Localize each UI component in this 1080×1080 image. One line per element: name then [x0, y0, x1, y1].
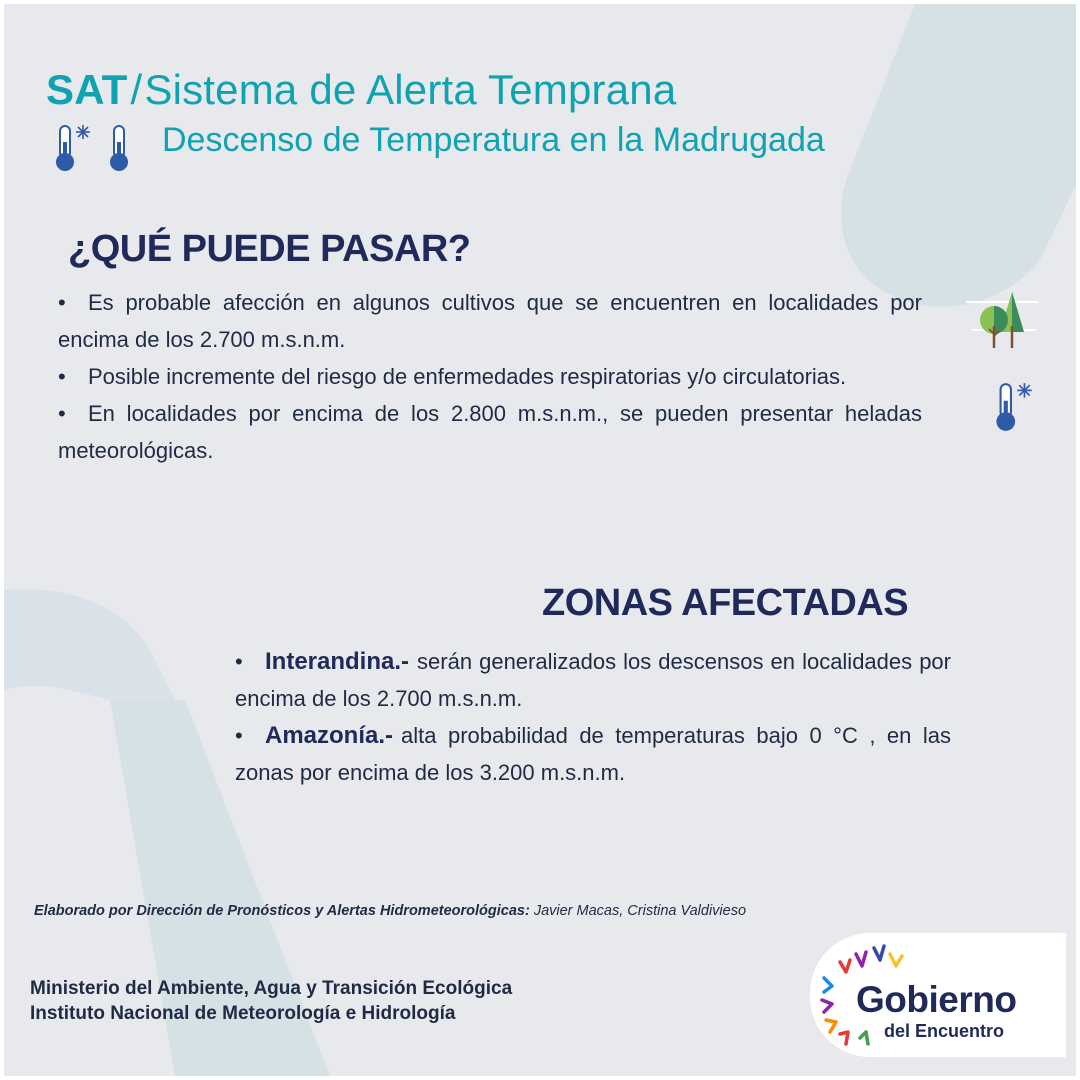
bullet: • [58, 401, 66, 426]
trees-icon [964, 290, 1040, 352]
institution-names [30, 976, 512, 1026]
section-heading-what-can-happen: ¿QUÉ PUEDE PASAR? [68, 228, 471, 270]
bullet: • [235, 649, 243, 674]
zone-name: Amazonía.- [265, 722, 394, 749]
thermometer-icon [104, 122, 134, 174]
credit-names: Javier Macas, Cristina Valdivieso [533, 903, 747, 919]
bullet: • [58, 290, 66, 315]
title-slash: / [130, 66, 143, 113]
bullet: • [235, 723, 243, 748]
title-text: Sistema de Alerta Temprana [144, 66, 677, 113]
institute-name: Instituto Nacional de Meteorología e Hidrología [30, 1003, 456, 1024]
page-subtitle: Descenso de Temperatura en la Madrugada [162, 121, 825, 159]
list-item: • Es probable afección en algunos cultivos que se encuentren en localidades por encima de los 2.700 m.s.n.m. [58, 284, 922, 358]
list-item: • Posible incremente del riesgo de enfermedades respiratorias y/o circulatorias. [58, 358, 922, 395]
ministry-name: Ministerio del Ambiente, Agua y Transición Ecológica [30, 978, 513, 999]
logo-subname: del Encuentro [884, 1021, 1005, 1041]
page-title [46, 66, 676, 114]
credit-line [34, 903, 746, 919]
zone-name: Interandina.- [265, 648, 410, 675]
logo-name: Gobierno [856, 979, 1017, 1020]
credit-label: Elaborado por Dirección de Pronósticos y Alertas Hidrometeorológicas: [34, 903, 530, 919]
thermometer-snow-icon [50, 122, 92, 174]
list-item: • En localidades por encima de los 2.800 m.s.n.m., se pueden presentar heladas meteorológicas. [58, 395, 922, 469]
list-item [235, 717, 951, 791]
affected-zones-list [235, 643, 951, 791]
thermometer-snow-icon [988, 380, 1036, 434]
zone-description: serán generalizados los descensos en localidades por encima de los 2.700 m.s.n.m. [235, 649, 951, 711]
list-item [235, 643, 951, 717]
bullet: • [58, 364, 66, 389]
title-prefix: SAT [46, 66, 128, 113]
zone-description: alta probabilidad de temperaturas bajo 0 °C , en las zonas por encima de los 3.200 m.s.n.m. [235, 723, 951, 785]
section-heading-affected-zones: ZONAS AFECTADAS [542, 582, 909, 624]
what-can-happen-list [58, 284, 922, 469]
